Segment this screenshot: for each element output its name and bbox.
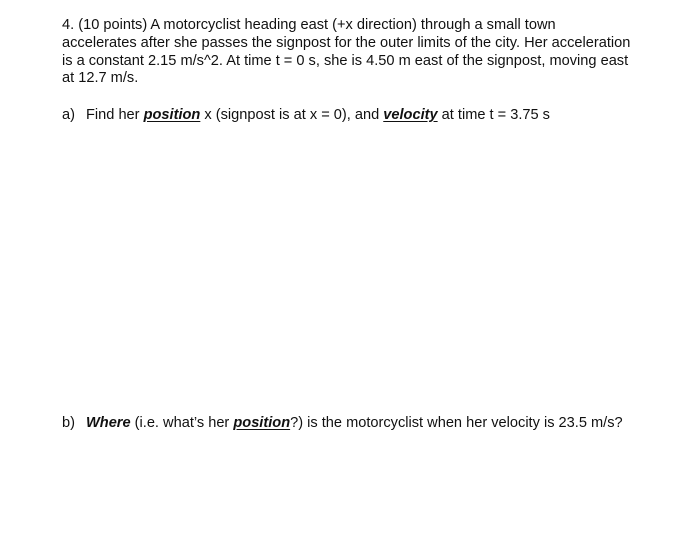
problem-statement: 4. (10 points) A motorcyclist heading east (+x direction) through a small town accelerates after she passes the signpost for the outer limits of the city. Her acceleration is a constant 2.15 m/s^2. At time t = 0 s, she is 4.50 m east of the signpost, moving east at 12.7 m/s.	[62, 17, 631, 87]
part-a-text-1: Find her	[86, 107, 144, 123]
part-a-emphasis-velocity: velocity	[383, 107, 438, 123]
part-a-question	[62, 107, 662, 125]
part-b-question	[62, 415, 662, 433]
part-a-text-2: x (signpost is at x = 0), and	[200, 107, 384, 123]
part-b-emphasis-position: position	[233, 415, 291, 431]
part-b-label: b)	[62, 415, 75, 431]
part-b-emphasis-where: Where	[86, 415, 131, 431]
part-b-text-2: ?) is the motorcyclist when her velocity is 23.5 m/s?	[290, 415, 623, 431]
part-a-emphasis-position: position	[143, 107, 201, 123]
part-b-body	[86, 415, 646, 433]
part-a-label: a)	[62, 107, 75, 123]
part-b-text-1: (i.e. what’s her	[130, 415, 234, 431]
part-a-text-3: at time t = 3.75 s	[437, 107, 550, 123]
